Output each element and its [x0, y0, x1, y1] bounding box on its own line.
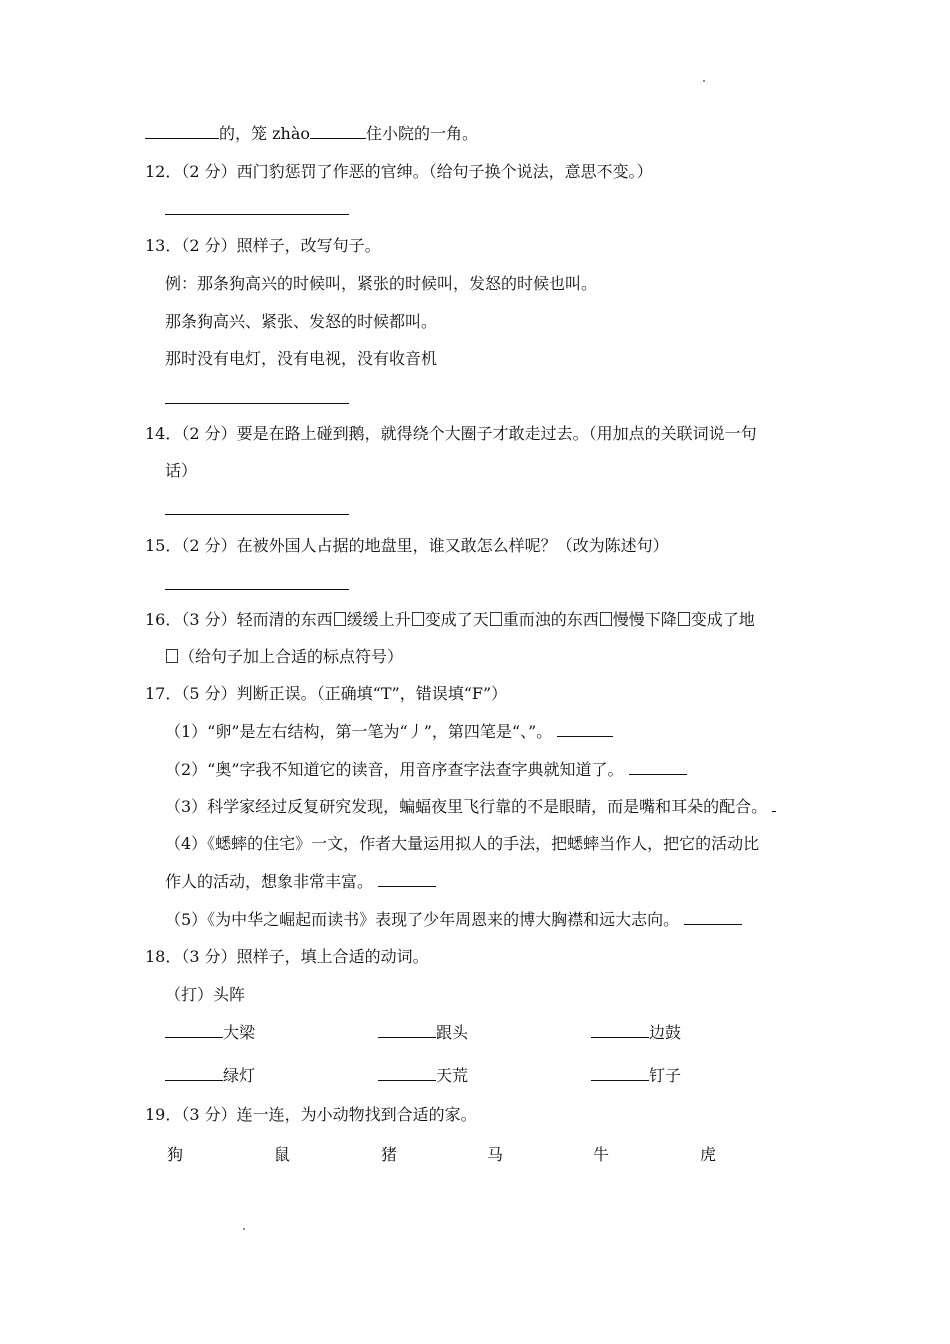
q18-example: （打）头阵	[165, 985, 246, 1004]
answer-blank[interactable]	[310, 124, 366, 139]
q15-answer-line[interactable]	[165, 589, 349, 590]
q13-answer-line[interactable]	[165, 403, 349, 404]
q11-continuation: 的，笼 zhào 住小院的一角。	[145, 124, 478, 144]
q14-answer-line[interactable]	[165, 514, 349, 515]
punctuation-box[interactable]	[166, 649, 178, 663]
q18-item: 钉子	[591, 1066, 681, 1086]
animal-label[interactable]: 狗	[167, 1145, 184, 1164]
animal-label[interactable]: 鼠	[274, 1145, 291, 1164]
answer-blank[interactable]	[629, 760, 687, 775]
answer-blank[interactable]	[772, 797, 776, 812]
speck-top-right	[703, 80, 705, 82]
q18-item: 绿灯	[165, 1066, 255, 1086]
answer-blank[interactable]	[684, 910, 742, 925]
question-19: 19．（3 分）连一连，为小动物找到合适的家。	[145, 1105, 477, 1124]
punctuation-box[interactable]	[600, 612, 612, 626]
answer-blank[interactable]	[591, 1023, 649, 1038]
answer-blank[interactable]	[378, 1023, 436, 1038]
q17-item-1: （1）“卵”是左右结构，第一笔为“丿”，第四笔是“、”。	[165, 722, 613, 742]
answer-blank[interactable]	[557, 722, 613, 737]
question-16: 16．（3 分）轻而清的东西 缓缓上升 变成了天 重而浊的东西 慢慢下降 变成了地	[145, 610, 755, 629]
q17-item-2: （2）“奥”字我不知道它的读音，用音序查字法查字典就知道了。	[165, 760, 687, 780]
speck-bottom	[243, 1228, 245, 1230]
q18-item: 天荒	[378, 1066, 468, 1086]
question-13: 13．（2 分）照样子，改写句子。	[145, 236, 381, 255]
animal-label[interactable]: 马	[487, 1145, 504, 1164]
animal-label[interactable]: 牛	[593, 1145, 610, 1164]
punctuation-box[interactable]	[334, 612, 346, 626]
answer-blank[interactable]	[591, 1066, 649, 1081]
answer-blank[interactable]	[165, 1066, 223, 1081]
q18-item: 大梁	[165, 1023, 255, 1043]
punctuation-box[interactable]	[490, 612, 502, 626]
punctuation-box[interactable]	[412, 612, 424, 626]
answer-blank[interactable]	[145, 124, 219, 139]
answer-blank[interactable]	[378, 1066, 436, 1081]
q18-item: 跟头	[378, 1023, 468, 1043]
question-14: 14．（2 分）要是在路上碰到鹅，就得绕个大圈子才敢走过去。（用加点的关联词说一句	[145, 424, 757, 443]
q17-item-5: （5）《为中华之崛起而读书》表现了少年周恩来的博大胸襟和远大志向。	[165, 910, 742, 930]
animal-label[interactable]: 虎	[700, 1145, 717, 1164]
question-12: 12．（2 分）西门豹惩罚了作恶的官绅。（给句子换个说法，意思不变。）	[145, 162, 653, 181]
pinyin: zhào	[272, 124, 311, 143]
q13-task: 那时没有电灯，没有电视，没有收音机	[165, 349, 438, 368]
q18-item: 边鼓	[591, 1023, 681, 1043]
question-17: 17．（5 分）判断正误。（正确填“T”，错误填“F”）	[145, 684, 508, 703]
question-16-cont: （给句子加上合适的标点符号）	[165, 647, 403, 667]
q13-example-1: 例：那条狗高兴的时候叫，紧张的时候叫，发怒的时候也叫。	[165, 274, 598, 293]
animal-label[interactable]: 猪	[381, 1145, 398, 1164]
q17-item-3: （3）科学家经过反复研究发现，蝙蝠夜里飞行靠的不是眼睛，而是嘴和耳朵的配合。	[165, 797, 776, 817]
q13-example-2: 那条狗高兴、紧张、发怒的时候都叫。	[165, 312, 438, 331]
question-14-cont: 话）	[165, 461, 198, 480]
q12-answer-line[interactable]	[165, 214, 349, 215]
answer-blank[interactable]	[165, 1023, 223, 1038]
q17-item-4-cont: 作人的活动，想象非常丰富。	[165, 872, 436, 892]
q17-item-4: （4）《蟋蟀的住宅》一文，作者大量运用拟人的手法，把蟋蟀当作人，把它的活动比	[165, 834, 760, 853]
question-18: 18．（3 分）照样子，填上合适的动词。	[145, 947, 429, 966]
question-15: 15．（2 分）在被外国人占据的地盘里，谁又敢怎么样呢？（改为陈述句）	[145, 536, 669, 555]
answer-blank[interactable]	[378, 872, 436, 887]
punctuation-box[interactable]	[678, 612, 690, 626]
